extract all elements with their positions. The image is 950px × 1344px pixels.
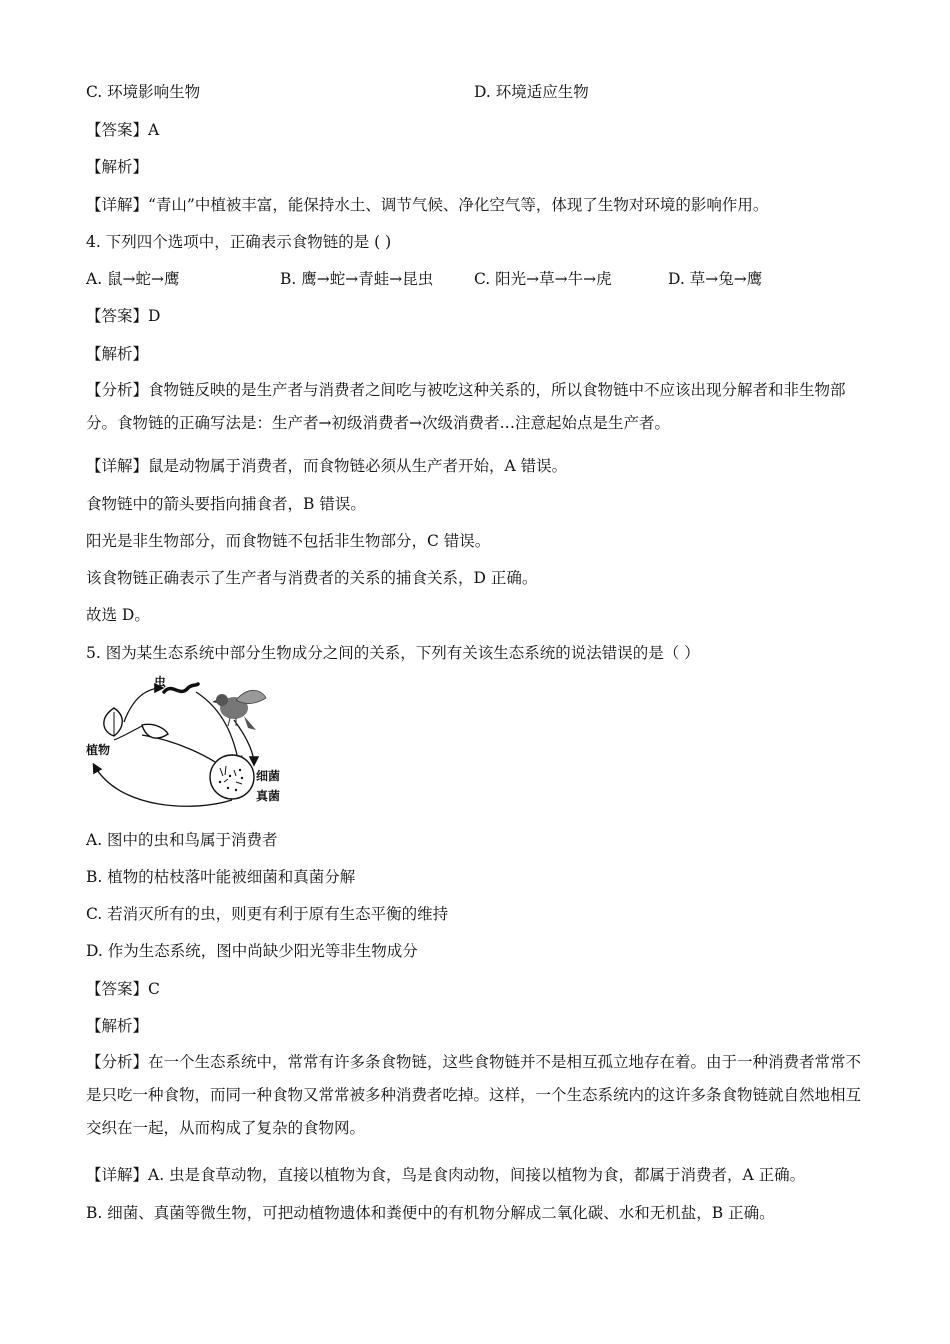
q5-analysis-label: 【解析】 [86,1017,149,1035]
q4-detail-4: 该食物链正确表示了生产者与消费者的关系的捕食关系，D 正确。 [86,569,538,587]
q4-option-b: B. 鹰→蛇→青蛙→昆虫 [280,270,434,288]
q3-analysis-label: 【解析】 [86,158,149,176]
insect-icon [164,684,198,692]
q3-detail: 【详解】“青山”中植被丰富，能保持水土、调节气候、净化空气等，体现了生物对环境的影响作用。 [86,196,769,214]
q5-option-d: D. 作为生态系统，图中尚缺少阳光等非生物成分 [86,942,418,960]
q5-option-b: B. 植物的枯枝落叶能被细菌和真菌分解 [86,868,356,886]
diagram-label-insect: 虫 [154,675,167,689]
diagram-label-plant: 植物 [86,743,111,757]
bird-icon [212,690,266,730]
q5-stem: 5. 图为某生态系统中部分生物成分之间的关系，下列有关该生态系统的说法错误的是（ ） [86,644,700,662]
q3-answer: 【答案】A [86,121,160,139]
q4-detail-1: 【详解】鼠是动物属于消费者，而食物链必须从生产者开始，A 错误。 [86,457,568,475]
q5-option-a: A. 图中的虫和鸟属于消费者 [86,831,278,849]
q5-option-c: C. 若消灭所有的虫，则更有利于原有生态平衡的维持 [86,905,449,923]
q5-analysis: 【分析】在一个生态系统中，常常有许多条食物链，这些食物链并不是相互孤立地存在着。由于一种消费者常常不是只吃一种食物，而同一种食物又常常被多种消费者吃掉。这样，一个生态系统内的这许多条食物链就自然地相互交织在一起，从而构成了复杂的食物网。 [86,1053,862,1137]
q5-answer: 【答案】C [86,980,160,998]
q4-analysis: 【分析】食物链反映的是生产者与消费者之间吃与被吃这种关系的，所以食物链中不应该出现分解者和非生物部分。食物链的正确写法是：生产者→初级消费者→次级消费者…注意起始点是生产者。 [86,381,846,432]
plant-to-insect-arrow [124,688,162,722]
plant-icon [104,708,168,740]
q4-stem: 4. 下列四个选项中，正确表示食物链的是 ( ) [86,233,392,251]
q4-conclusion: 故选 D。 [86,606,150,624]
q5-detail-a: 【详解】A. 虫是食草动物，直接以植物为食，鸟是食肉动物，间接以植物为食，都属于消费者，A 正确。 [86,1166,806,1184]
q4-analysis-label: 【解析】 [86,345,149,363]
q4-detail-2: 食物链中的箭头要指向捕食者，B 错误。 [86,495,366,513]
diagram-label-bacteria: 细菌 [256,769,281,783]
q4-answer: 【答案】D [86,307,161,325]
diagram-label-fungi: 真菌 [256,789,281,803]
q4-detail-3: 阳光是非生物部分，而食物链不包括非生物部分，C 错误。 [86,532,491,550]
q4-option-a: A. 鼠→蛇→鹰 [86,270,180,288]
q3-option-d: D. 环境适应生物 [474,83,589,101]
decomposer-icon [210,755,254,799]
q5-detail-b: B. 细菌、真菌等微生物，可把动植物遗体和粪便中的有机物分解成二氧化碳、水和无机盐，B 正确。 [86,1204,775,1222]
q4-option-c: C. 阳光→草→牛→虎 [474,270,612,288]
q3-option-c: C. 环境影响生物 [86,83,201,101]
ecosystem-diagram [84,670,314,815]
q4-option-d: D. 草→兔→鹰 [668,270,763,288]
